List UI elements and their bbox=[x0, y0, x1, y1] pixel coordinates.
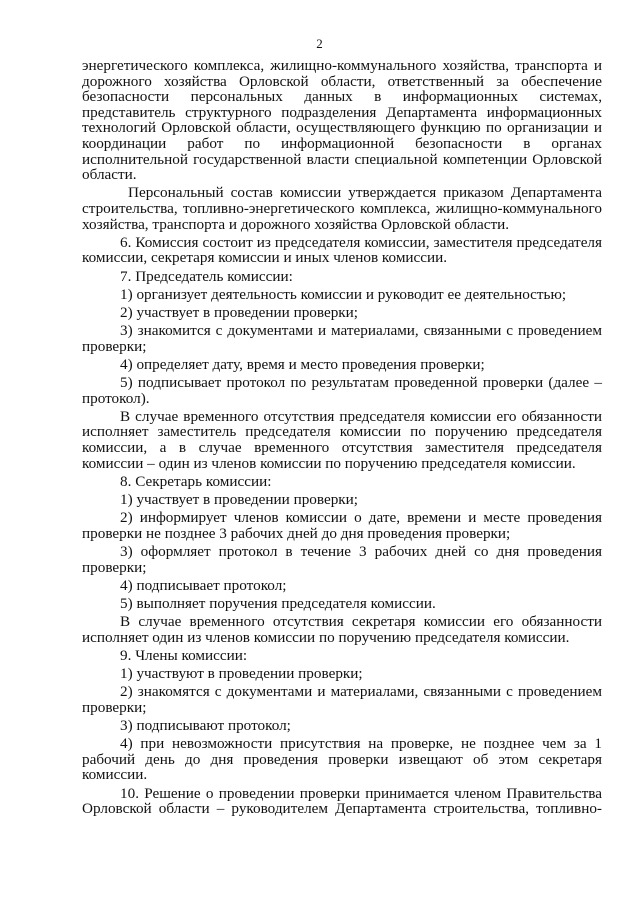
page-number: 2 bbox=[316, 36, 323, 51]
paragraph: В случае временного отсутствия председателя комиссии его обязанности исполняет заместитель председателя комиссии по поручению председателя комиссии, а в случае временного отсутствия заместителя председателя комиссии – один из членов комиссии по поручению председателя комиссии. bbox=[82, 407, 602, 472]
paragraph: 1) организует деятельность комиссии и руководит ее деятельностью; bbox=[120, 285, 567, 303]
paragraph: 6. Комиссия состоит из председателя комиссии, заместителя председателя комиссии, секретаря комиссии и иных членов комиссии. bbox=[82, 233, 602, 267]
paragraph: В случае временного отсутствия секретаря комиссии его обязанности исполняет один из членов комиссии по поручению председателя комиссии. bbox=[82, 613, 602, 646]
paragraph: 9. Члены комиссии: bbox=[120, 646, 248, 664]
paragraph: 3) оформляет протокол в течение 3 рабочих дней со дня проведения проверки; bbox=[82, 542, 602, 576]
paragraph: 5) выполняет поручения председателя комиссии. bbox=[120, 594, 436, 612]
paragraph: 7. Председатель комиссии: bbox=[120, 267, 293, 285]
paragraph: 3) подписывают протокол; bbox=[120, 717, 291, 735]
paragraph: 10. Решение о проведении проверки принимается членом Правительства Орловской области – руководителем Департамента строительства, топливно- bbox=[82, 784, 602, 818]
paragraph: 8. Секретарь комиссии: bbox=[120, 472, 272, 490]
paragraph: энергетического комплекса, жилищно-коммунального хозяйства, транспорта и дорожного хозяйства Орловской области, ответственный за обеспечение безопасности персональных данных в информационных системах, представитель структурного подразделения Департамента информационных технологий Орловской области, осуществляющего функцию по организации и координации работ по информационной безопасности в органах исполнительной государственной власти специальной компетенции Орловской области. bbox=[82, 57, 602, 184]
paragraph: 4) при невозможности присутствия на проверке, не позднее чем за 1 рабочий день до дня проведения проверки извещают об этом секретаря комиссии. bbox=[82, 735, 602, 784]
paragraph: 2) знакомятся с документами и материалами, связанными с проведением проверки; bbox=[82, 683, 602, 716]
paragraph: Персональный состав комиссии утверждается приказом Департамента строительства, топливно-энергетического комплекса, жилищно-коммунального хозяйства, транспорта и дорожного хозяйства Орловской области. bbox=[82, 184, 602, 233]
paragraph: 5) подписывает протокол по результатам проведенной проверки (далее – протокол). bbox=[82, 374, 602, 407]
paragraph: 2) информирует членов комиссии о дате, времени и месте проведения проверки не позднее 3 рабочих дней до дня проведения проверки; bbox=[82, 509, 602, 542]
document-body bbox=[82, 58, 602, 819]
paragraph: 3) знакомится с документами и материалами, связанными с проведением проверки; bbox=[82, 322, 602, 355]
paragraph: 1) участвует в проведении проверки; bbox=[120, 490, 359, 508]
paragraph: 4) определяет дату, время и место проведения проверки; bbox=[120, 355, 485, 373]
paragraph: 2) участвует в проведении проверки; bbox=[120, 303, 359, 321]
paragraph: 4) подписывает протокол; bbox=[120, 576, 287, 594]
paragraph: 1) участвуют в проведении проверки; bbox=[120, 665, 363, 683]
